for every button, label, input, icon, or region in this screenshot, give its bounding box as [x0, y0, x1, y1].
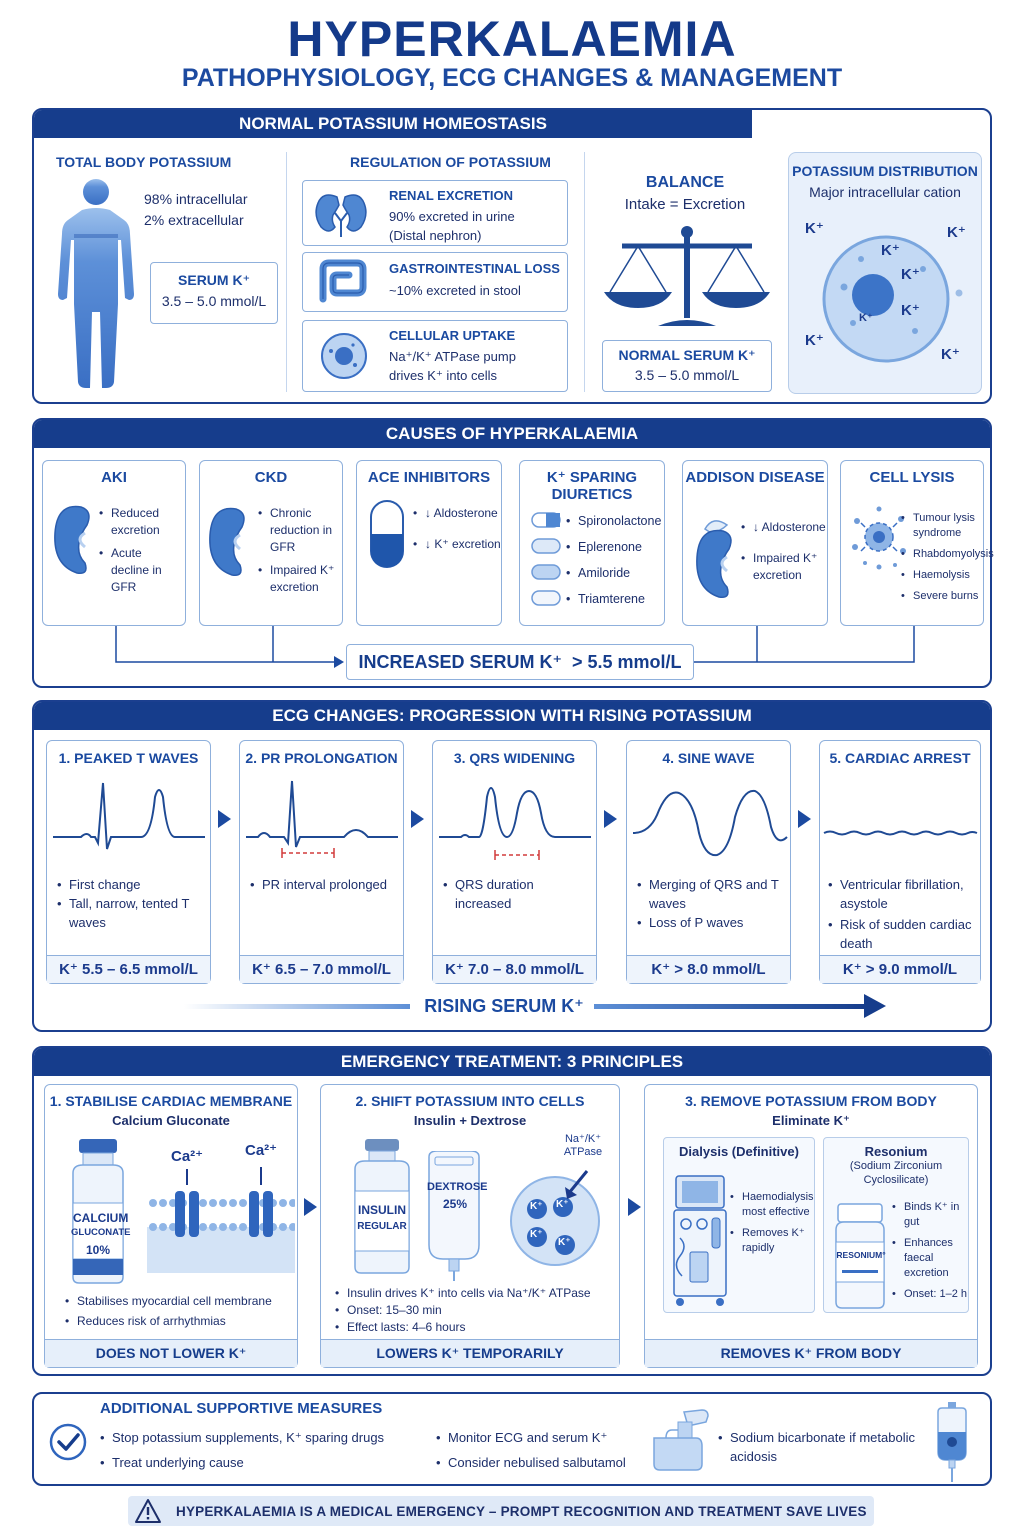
supportive-item: • Sodium bicarbonate if metabolic acidosis [718, 1428, 928, 1466]
cause-title: CELL LYSIS [869, 469, 955, 486]
cell-uptake-icon [503, 1161, 613, 1271]
k-ion-label: K⁺ [558, 1237, 571, 1248]
k-ion-label: K⁺ [530, 1201, 543, 1212]
distribution-box [788, 152, 982, 394]
cause-card-addison [682, 460, 828, 626]
calcium-ion-label: Ca²⁺ [171, 1148, 204, 1165]
flatline-trace [822, 777, 979, 877]
pump-label: Na⁺/K⁺ ATPase [563, 1133, 603, 1158]
cause-item: • Severe burns [901, 589, 985, 604]
cause-item: • Amiloride [566, 565, 664, 582]
progression-arrow [604, 810, 617, 828]
rising-arrow-head [864, 994, 886, 1018]
cause-title: ACE INHIBITORS [367, 469, 491, 486]
cause-item: • Triamterene [566, 591, 664, 608]
resonium-title: Resonium [864, 1144, 928, 1159]
ecg-potassium-level: K⁺ 7.0 – 8.0 mmol/L [433, 955, 596, 983]
balance-sub: Intake = Excretion [624, 196, 746, 213]
vial-label-3: 10% [85, 1243, 111, 1257]
cause-card-ckd [199, 460, 343, 626]
gi-box [302, 252, 568, 312]
kidney-icon [51, 503, 95, 577]
dextrose-label-1: DEXTROSE [427, 1181, 488, 1193]
shift-note: • Effect lasts: 4–6 hours [335, 1319, 619, 1336]
gi-line1: ~10% excreted in stool [389, 283, 521, 298]
cause-item: • Tumour lysis syndrome [901, 511, 985, 541]
resonium-note: • Onset: 1–2 h [892, 1287, 970, 1302]
intestine-icon [315, 259, 371, 305]
cellular-title: CELLULAR UPTAKE [389, 328, 516, 343]
normal-serum-range: 3.5 – 5.0 mmol/L [634, 367, 740, 383]
k-ion-label: K⁺ [530, 1229, 543, 1240]
cause-item: • Eplerenone [566, 539, 664, 556]
dialysis-note: • Removes K⁺ rapidly [730, 1226, 814, 1256]
checkmark-icon [48, 1422, 88, 1462]
nebuliser-icon [648, 1408, 712, 1472]
lysed-cell-icon [849, 503, 909, 573]
ecg-stage-title: 2. PR PROLONGATION [245, 750, 398, 766]
progression-arrow [798, 810, 811, 828]
ecg-stage-notes [250, 875, 400, 894]
vial-label-2: GLUCONATE [71, 1227, 131, 1238]
calcium-vial-icon [65, 1139, 131, 1285]
cause-item: • Rhabdomyolysis [901, 547, 985, 562]
vial-label-1: CALCIUM [73, 1211, 129, 1225]
causes-header: CAUSES OF HYPERKALAEMIA [34, 420, 990, 448]
supportive-col-1 [100, 1428, 400, 1472]
divider [584, 152, 585, 392]
shift-note: • Onset: 15–30 min [335, 1302, 619, 1319]
ecg-note: • QRS duration increased [443, 875, 593, 913]
dialysis-box [663, 1137, 815, 1313]
intracellular-text: 98% intracellular [144, 191, 248, 207]
dextrose-bag-icon [421, 1151, 487, 1281]
extracellular-text: 2% extracellular [144, 212, 244, 228]
remove-title: 3. REMOVE POTASSIUM FROM BODY [685, 1093, 937, 1109]
shift-sub: Insulin + Dextrose [413, 1113, 527, 1128]
cause-card-aki [42, 460, 186, 626]
ecg-stage-title: 3. QRS WIDENING [453, 750, 576, 766]
page-title: HYPERKALAEMIA [287, 11, 737, 67]
ecg-stage-1 [46, 740, 211, 984]
supportive-title: ADDITIONAL SUPPORTIVE MEASURES [100, 1400, 383, 1417]
ecg-stage-notes [443, 875, 593, 913]
iv-bag-icon [932, 1402, 972, 1482]
stabilise-notes [65, 1293, 295, 1330]
shift-title: 2. SHIFT POTASSIUM INTO CELLS [355, 1093, 585, 1109]
k-ion-label: K⁺ [941, 346, 960, 363]
cause-card-diuretics [519, 460, 665, 626]
dialysis-machine-icon [668, 1172, 732, 1308]
treatment-panel [32, 1046, 992, 1376]
warning-banner [128, 1496, 874, 1526]
ecg-stage-title: 5. CARDIAC ARREST [829, 750, 971, 766]
k-ion-label: K⁺ [805, 220, 824, 237]
cause-list [413, 505, 501, 553]
cause-card-cell-lysis [840, 460, 994, 626]
increased-serum-box [346, 644, 694, 680]
ecg-stage-5 [819, 740, 981, 984]
renal-line2: (Distal nephron) [389, 228, 482, 243]
cause-title: ADDISON DISEASE [685, 469, 825, 486]
stabilise-title: 1. STABILISE CARDIAC MEMBRANE [49, 1093, 293, 1109]
resonium-box [823, 1137, 969, 1313]
gi-title: GASTROINTESTINAL LOSS [389, 261, 560, 276]
calcium-ion-label: Ca²⁺ [245, 1142, 278, 1159]
warning-triangle-icon [134, 1498, 162, 1524]
k-ion-label: K⁺ [901, 302, 920, 319]
dialysis-notes [730, 1190, 814, 1256]
serum-range: 3.5 – 5.0 mmol/L [161, 293, 267, 309]
cause-title: K⁺ SPARING DIURETICS [546, 469, 638, 503]
ecg-stage-2 [239, 740, 404, 984]
cellular-line1: Na⁺/K⁺ ATPase pump [389, 349, 516, 364]
cause-item: • ↓ Aldosterone [413, 505, 501, 522]
adrenal-kidney-icon [691, 515, 737, 601]
ecg-note: • Risk of sudden cardiac death [828, 915, 980, 953]
cause-list [741, 519, 827, 584]
rising-serum-label: RISING SERUM K⁺ [424, 996, 584, 1016]
divider [286, 152, 287, 392]
cellular-line2: drives K⁺ into cells [389, 368, 498, 383]
kidneys-icon [313, 191, 369, 237]
remove-card [644, 1084, 978, 1368]
homeostasis-panel [32, 108, 992, 404]
capsule-icon [367, 499, 407, 571]
cellular-box [302, 320, 568, 392]
distribution-title: POTASSIUM DISTRIBUTION [792, 163, 978, 179]
sine-wave-trace [631, 777, 788, 877]
homeostasis-header: NORMAL POTASSIUM HOMEOSTASIS [34, 110, 752, 138]
cause-item: • Haemolysis [901, 568, 985, 583]
supportive-col-2 [436, 1428, 636, 1472]
cause-card-ace [356, 460, 502, 626]
ecg-stage-4 [626, 740, 791, 984]
rising-gradient-right [594, 1004, 866, 1009]
k-ion-label: K⁺ [556, 1199, 569, 1210]
resonium-notes [892, 1200, 970, 1302]
ecg-stage-3 [432, 740, 597, 984]
distribution-sub: Major intracellular cation [809, 184, 961, 200]
pr-prolongation-trace [244, 777, 401, 877]
ecg-stage-notes [57, 875, 207, 932]
insulin-label-2: REGULAR [357, 1221, 407, 1232]
k-ion-label: K⁺ [805, 332, 824, 349]
ecg-panel [32, 700, 992, 1032]
ecg-note: • Tall, narrow, tented T waves [57, 894, 207, 932]
regulation-title: REGULATION OF POTASSIUM [350, 154, 551, 170]
stabilise-sub: Calcium Gluconate [112, 1113, 230, 1128]
k-ion-label: K⁺ [859, 312, 873, 324]
k-ion-label: K⁺ [947, 224, 966, 241]
supportive-item: • Consider nebulised salbutamol [436, 1453, 636, 1472]
cause-item: • Reduced excretion [99, 505, 183, 539]
cause-item: • Impaired K⁺ excretion [741, 550, 827, 584]
renal-title: RENAL EXCRETION [389, 188, 513, 203]
balance-title: BALANCE [645, 174, 725, 191]
ecg-note: • PR interval prolonged [250, 875, 400, 894]
insulin-label-1: INSULIN [358, 1203, 406, 1217]
stabilise-note: • Reduces risk of arrhythmias [65, 1313, 295, 1330]
ecg-potassium-level: K⁺ 5.5 – 6.5 mmol/L [47, 955, 210, 983]
serum-box [150, 262, 278, 324]
dialysis-title: Dialysis (Definitive) [679, 1144, 799, 1159]
ecg-note: • Merging of QRS and T waves [637, 875, 787, 913]
ecg-stage-notes [637, 875, 787, 932]
cause-list [258, 505, 340, 596]
qrs-widening-trace [437, 777, 594, 877]
remove-sub: Eliminate K⁺ [772, 1113, 850, 1128]
normal-serum-box [602, 340, 772, 392]
stabilise-footer: DOES NOT LOWER K⁺ [45, 1339, 297, 1367]
total-body-title: TOTAL BODY POTASSIUM [56, 154, 232, 170]
cause-title: CKD [254, 469, 288, 486]
remove-footer: REMOVES K⁺ FROM BODY [645, 1339, 977, 1367]
rising-gradient-left [184, 1004, 410, 1009]
ecg-potassium-level: K⁺ > 8.0 mmol/L [627, 955, 790, 983]
ecg-note: • First change [57, 875, 207, 894]
ecg-header: ECG CHANGES: PROGRESSION WITH RISING POTASSIUM [34, 702, 990, 730]
resonium-note: • Enhances faecal excretion [892, 1236, 970, 1281]
treatment-header: EMERGENCY TREATMENT: 3 PRINCIPLES [34, 1048, 990, 1076]
cause-item: • Acute decline in GFR [99, 545, 183, 596]
cause-item: • ↓ Aldosterone [741, 519, 827, 536]
causes-panel [32, 418, 992, 688]
ecg-note: • Loss of P waves [637, 913, 787, 932]
normal-serum-label: NORMAL SERUM K⁺ [618, 347, 756, 363]
stabilise-note: • Stabilises myocardial cell membrane [65, 1293, 295, 1310]
peaked-t-wave-trace [51, 777, 208, 877]
cell-membrane-icon [147, 1165, 295, 1275]
progression-arrow [218, 810, 231, 828]
serum-label: SERUM K⁺ [178, 272, 250, 288]
ecg-stage-notes [828, 875, 980, 953]
cause-list [901, 511, 994, 604]
cause-item: • ↓ K⁺ excretion [413, 536, 501, 553]
shift-notes [335, 1285, 619, 1336]
kidney-icon [206, 505, 250, 579]
supportive-item: • Treat underlying cause [100, 1453, 400, 1472]
pills-icon [530, 509, 562, 609]
shift-note: • Insulin drives K⁺ into cells via Na⁺/K⁺ ATPase [335, 1285, 619, 1302]
body-silhouette-icon [46, 176, 146, 390]
ecg-stage-title: 1. PEAKED T WAVES [58, 750, 199, 766]
resonium-sub: (Sodium Zirconium Cyclosilicate) [849, 1160, 943, 1186]
cause-title: AKI [101, 469, 127, 486]
insulin-vial-icon [349, 1139, 415, 1275]
ecg-potassium-level: K⁺ > 9.0 mmol/L [820, 955, 980, 983]
supportive-col-3 [718, 1428, 928, 1466]
supportive-item: • Monitor ECG and serum K⁺ [436, 1428, 636, 1447]
progression-arrow [411, 810, 424, 828]
stabilise-card [44, 1084, 298, 1368]
dextrose-label-2: 25% [442, 1197, 468, 1211]
ecg-note: • Ventricular fibrillation, asystole [828, 875, 980, 913]
warning-text: HYPERKALAEMIA IS A MEDICAL EMERGENCY – PROMPT RECOGNITION AND TREATMENT SAVE LIVES [176, 1503, 867, 1519]
resonium-note: • Binds K⁺ in gut [892, 1200, 970, 1230]
dialysis-note: • Haemodialysis most effective [730, 1190, 814, 1220]
resonium-jar-label: RESONIUM° [836, 1250, 886, 1260]
cause-item: • Chronic reduction in GFR [258, 505, 340, 556]
treatment-arrow [304, 1198, 317, 1216]
k-ion-label: K⁺ [901, 266, 920, 283]
page-subtitle: PATHOPHYSIOLOGY, ECG CHANGES & MANAGEMENT [181, 64, 843, 92]
supportive-item: • Stop potassium supplements, K⁺ sparing drugs [100, 1428, 400, 1447]
cause-item: • Impaired K⁺ excretion [258, 562, 340, 596]
ecg-stage-title: 4. SINE WAVE [662, 750, 755, 766]
cause-list [566, 513, 664, 608]
shift-footer: LOWERS K⁺ TEMPORARILY [321, 1339, 619, 1367]
treatment-arrow [628, 1198, 641, 1216]
ecg-potassium-level: K⁺ 6.5 – 7.0 mmol/L [240, 955, 403, 983]
increased-serum-text: INCREASED SERUM K⁺ > 5.5 mmol/L [358, 652, 682, 672]
k-ion-label: K⁺ [881, 242, 900, 259]
supportive-panel [32, 1392, 992, 1486]
renal-line1: 90% excreted in urine [389, 209, 515, 224]
shift-card [320, 1084, 620, 1368]
cell-icon [319, 331, 369, 381]
renal-box [302, 180, 568, 246]
cause-item: • Spironolactone [566, 513, 664, 530]
scales-icon [602, 222, 772, 334]
cause-list [99, 505, 183, 596]
